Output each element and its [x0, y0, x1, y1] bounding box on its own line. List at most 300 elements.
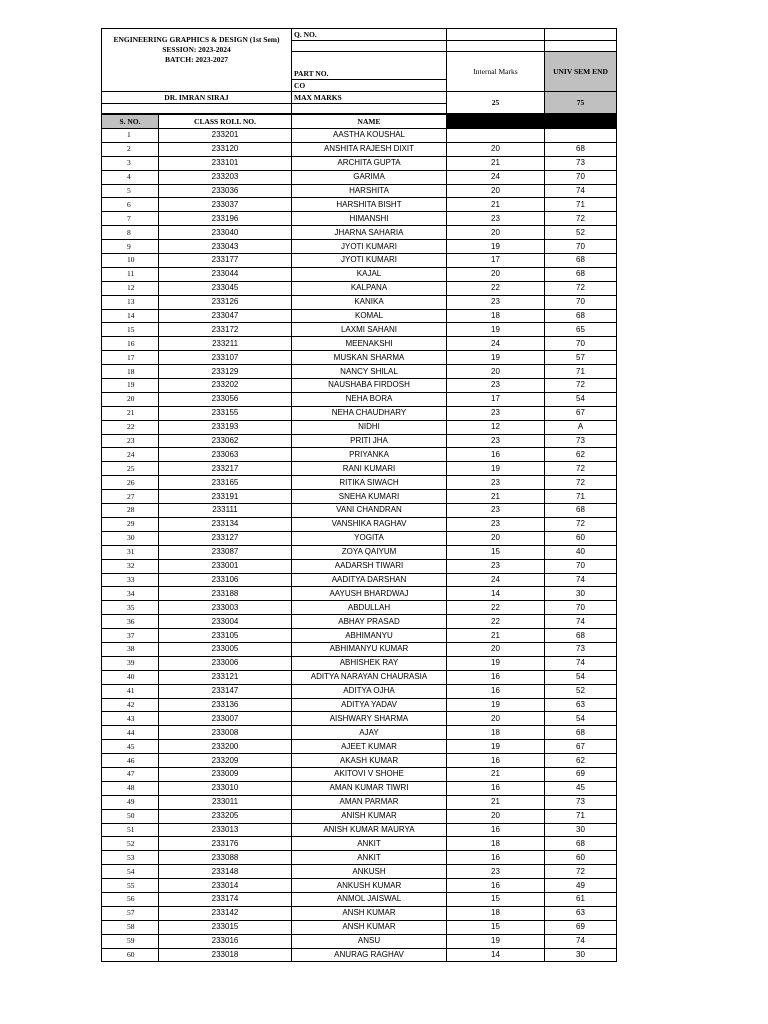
table-row — [102, 212, 617, 226]
serial-number-cell: 1 — [102, 129, 159, 143]
internal-marks-cell: 15 — [447, 545, 545, 559]
table-row — [102, 642, 617, 656]
roll-number-cell: 233088 — [159, 851, 292, 865]
table-row — [102, 851, 617, 865]
serial-number-cell: 38 — [102, 642, 159, 656]
internal-marks-cell: 18 — [447, 726, 545, 740]
roll-number-cell: 233191 — [159, 490, 292, 504]
student-name-cell: ANURAG RAGHAV — [292, 948, 447, 962]
roll-number-cell: 233106 — [159, 573, 292, 587]
student-name-cell: AMAN PARMAR — [292, 795, 447, 809]
internal-marks-cell: 16 — [447, 684, 545, 698]
internal-marks-cell: 21 — [447, 156, 545, 170]
serial-number-cell: 55 — [102, 879, 159, 893]
serial-number-cell: 57 — [102, 906, 159, 920]
internal-marks-cell: 20 — [447, 226, 545, 240]
student-name-cell: KANIKA — [292, 295, 447, 309]
student-name-cell: ABHAY PRASAD — [292, 615, 447, 629]
univ-marks-cell: 72 — [545, 476, 617, 490]
student-name-cell: NEHA BORA — [292, 392, 447, 406]
serial-number-cell: 19 — [102, 379, 159, 393]
marks-table — [101, 114, 617, 962]
serial-number-cell: 26 — [102, 476, 159, 490]
roll-number-cell: 233010 — [159, 781, 292, 795]
sno-header: S. NO. — [102, 115, 159, 129]
student-name-cell: JYOTI KUMARI — [292, 254, 447, 268]
table-row — [102, 517, 617, 531]
univ-marks-cell: 62 — [545, 448, 617, 462]
serial-number-cell: 53 — [102, 851, 159, 865]
teacher-spacer-cell — [102, 104, 292, 114]
roll-number-cell: 233063 — [159, 448, 292, 462]
internal-marks-cell: 19 — [447, 934, 545, 948]
student-name-cell: NIDHI — [292, 420, 447, 434]
student-name-cell: ANKIT — [292, 851, 447, 865]
table-row — [102, 337, 617, 351]
student-name-cell: NANCY SHILAL — [292, 365, 447, 379]
student-name-cell: AASTHA KOUSHAL — [292, 129, 447, 143]
serial-number-cell: 15 — [102, 323, 159, 337]
table-row — [102, 892, 617, 906]
table-row — [102, 837, 617, 851]
internal-marks-cell — [447, 129, 545, 143]
roll-number-cell: 233155 — [159, 406, 292, 420]
roll-number-cell: 233009 — [159, 767, 292, 781]
internal-marks-cell: 22 — [447, 601, 545, 615]
serial-number-cell: 5 — [102, 184, 159, 198]
internal-marks-header: Internal Marks — [447, 52, 545, 92]
table-row — [102, 254, 617, 268]
roll-number-cell: 233107 — [159, 351, 292, 365]
roll-number-cell: 233062 — [159, 434, 292, 448]
q-no-internal-cell — [447, 29, 545, 41]
serial-number-cell: 13 — [102, 295, 159, 309]
table-row — [102, 670, 617, 684]
co-label: CO — [292, 80, 447, 92]
internal-marks-cell: 16 — [447, 754, 545, 768]
table-row — [102, 601, 617, 615]
univ-marks-cell: 73 — [545, 156, 617, 170]
internal-marks-cell: 16 — [447, 851, 545, 865]
roll-number-cell: 233056 — [159, 392, 292, 406]
q-no-univ-cell — [545, 29, 617, 41]
univ-marks-cell: 72 — [545, 865, 617, 879]
serial-number-cell: 8 — [102, 226, 159, 240]
internal-marks-cell: 14 — [447, 587, 545, 601]
header-table — [101, 28, 617, 114]
table-row — [102, 754, 617, 768]
roll-number-cell: 233011 — [159, 795, 292, 809]
internal-marks-cell: 20 — [447, 809, 545, 823]
student-name-cell: AMAN KUMAR TIWRI — [292, 781, 447, 795]
internal-marks-cell: 15 — [447, 892, 545, 906]
serial-number-cell: 29 — [102, 517, 159, 531]
internal-marks-cell: 22 — [447, 281, 545, 295]
serial-number-cell: 52 — [102, 837, 159, 851]
univ-marks-cell: 68 — [545, 309, 617, 323]
serial-number-cell: 51 — [102, 823, 159, 837]
roll-number-cell: 233040 — [159, 226, 292, 240]
serial-number-cell: 23 — [102, 434, 159, 448]
internal-marks-cell: 18 — [447, 309, 545, 323]
roll-number-cell: 233209 — [159, 754, 292, 768]
table-row — [102, 906, 617, 920]
internal-marks-cell: 19 — [447, 351, 545, 365]
univ-marks-cell: 70 — [545, 240, 617, 254]
student-name-cell: MUSKAN SHARMA — [292, 351, 447, 365]
table-row — [102, 295, 617, 309]
roll-number-cell: 233203 — [159, 170, 292, 184]
univ-marks-cell: 70 — [545, 601, 617, 615]
serial-number-cell: 22 — [102, 420, 159, 434]
table-row — [102, 879, 617, 893]
roll-number-cell: 233018 — [159, 948, 292, 962]
student-name-cell: PRITI JHA — [292, 434, 447, 448]
student-name-cell: KALPANA — [292, 281, 447, 295]
univ-marks-cell: 63 — [545, 698, 617, 712]
internal-marks-cell: 15 — [447, 920, 545, 934]
roll-number-cell: 233043 — [159, 240, 292, 254]
roll-number-cell: 233007 — [159, 712, 292, 726]
univ-marks-cell: 74 — [545, 656, 617, 670]
internal-marks-cell: 17 — [447, 392, 545, 406]
univ-marks-cell: 68 — [545, 837, 617, 851]
internal-marks-cell: 20 — [447, 642, 545, 656]
roll-number-cell: 233006 — [159, 656, 292, 670]
univ-marks-cell: 68 — [545, 254, 617, 268]
internal-marks-cell: 20 — [447, 365, 545, 379]
table-row — [102, 476, 617, 490]
student-name-cell: AISHWARY SHARMA — [292, 712, 447, 726]
univ-max-marks: 75 — [545, 92, 617, 114]
univ-marks-cell: 62 — [545, 754, 617, 768]
internal-marks-cell: 19 — [447, 240, 545, 254]
roll-number-cell: 233105 — [159, 629, 292, 643]
serial-number-cell: 20 — [102, 392, 159, 406]
serial-number-cell: 21 — [102, 406, 159, 420]
serial-number-cell: 10 — [102, 254, 159, 268]
serial-number-cell: 24 — [102, 448, 159, 462]
student-name-cell: AKITOVI V SHOHE — [292, 767, 447, 781]
internal-marks-cell: 16 — [447, 781, 545, 795]
student-name-cell: NEHA CHAUDHARY — [292, 406, 447, 420]
serial-number-cell: 6 — [102, 198, 159, 212]
batch-label: BATCH: 2023-2027 — [165, 55, 228, 64]
table-row — [102, 573, 617, 587]
univ-marks-cell: 63 — [545, 906, 617, 920]
univ-marks-cell: 72 — [545, 212, 617, 226]
table-row — [102, 795, 617, 809]
column-header-row — [102, 115, 617, 129]
part-no-label: PART NO. — [292, 52, 447, 80]
student-name-cell: AADITYA DARSHAN — [292, 573, 447, 587]
table-row — [102, 142, 617, 156]
student-name-cell: ANMOL JAISWAL — [292, 892, 447, 906]
max-marks-label: MAX MARKS — [292, 92, 447, 104]
univ-marks-cell: 54 — [545, 712, 617, 726]
internal-marks-cell: 23 — [447, 295, 545, 309]
student-name-cell: KAJAL — [292, 267, 447, 281]
table-row — [102, 406, 617, 420]
roll-number-cell: 233177 — [159, 254, 292, 268]
table-row — [102, 809, 617, 823]
serial-number-cell: 42 — [102, 698, 159, 712]
internal-marks-cell: 19 — [447, 740, 545, 754]
internal-marks-cell: 21 — [447, 767, 545, 781]
student-name-cell: ARCHITA GUPTA — [292, 156, 447, 170]
internal-marks-cell: 22 — [447, 615, 545, 629]
roll-number-cell: 233193 — [159, 420, 292, 434]
univ-marks-cell: 70 — [545, 295, 617, 309]
internal-marks-cell: 16 — [447, 448, 545, 462]
univ-marks-cell: 71 — [545, 365, 617, 379]
univ-marks-cell: 68 — [545, 504, 617, 518]
internal-marks-cell: 24 — [447, 170, 545, 184]
internal-black-header — [447, 115, 545, 129]
roll-number-cell: 233211 — [159, 337, 292, 351]
student-name-cell: VANI CHANDRAN — [292, 504, 447, 518]
student-name-cell: AADARSH TIWARI — [292, 559, 447, 573]
internal-marks-cell: 14 — [447, 948, 545, 962]
serial-number-cell: 46 — [102, 754, 159, 768]
student-name-cell: JHARNA SAHARIA — [292, 226, 447, 240]
univ-marks-cell — [545, 129, 617, 143]
student-name-cell: SNEHA KUMARI — [292, 490, 447, 504]
internal-marks-cell: 16 — [447, 670, 545, 684]
table-row — [102, 170, 617, 184]
serial-number-cell: 16 — [102, 337, 159, 351]
serial-number-cell: 44 — [102, 726, 159, 740]
table-row — [102, 559, 617, 573]
internal-marks-cell: 20 — [447, 267, 545, 281]
serial-number-cell: 3 — [102, 156, 159, 170]
serial-number-cell: 48 — [102, 781, 159, 795]
student-name-cell: ADITYA YADAV — [292, 698, 447, 712]
univ-marks-cell: 68 — [545, 629, 617, 643]
internal-marks-cell: 16 — [447, 823, 545, 837]
serial-number-cell: 40 — [102, 670, 159, 684]
student-name-cell: ANSU — [292, 934, 447, 948]
univ-marks-cell: 73 — [545, 642, 617, 656]
serial-number-cell: 17 — [102, 351, 159, 365]
student-name-cell: ANKUSH KUMAR — [292, 879, 447, 893]
internal-marks-cell: 23 — [447, 406, 545, 420]
student-name-cell: LAXMI SAHANI — [292, 323, 447, 337]
table-row — [102, 351, 617, 365]
table-row — [102, 767, 617, 781]
table-row — [102, 281, 617, 295]
univ-marks-cell: 71 — [545, 198, 617, 212]
table-row — [102, 948, 617, 962]
serial-number-cell: 37 — [102, 629, 159, 643]
table-row — [102, 823, 617, 837]
roll-number-cell: 233129 — [159, 365, 292, 379]
table-row — [102, 781, 617, 795]
student-name-cell: PRIYANKA — [292, 448, 447, 462]
student-name-cell: ABHIMANYU KUMAR — [292, 642, 447, 656]
internal-marks-cell: 20 — [447, 184, 545, 198]
internal-marks-cell: 24 — [447, 573, 545, 587]
roll-number-cell: 233201 — [159, 129, 292, 143]
internal-marks-cell: 12 — [447, 420, 545, 434]
univ-black-header — [545, 115, 617, 129]
student-name-cell: JYOTI KUMARI — [292, 240, 447, 254]
univ-marks-cell: 68 — [545, 142, 617, 156]
course-title-block — [102, 29, 292, 92]
table-row — [102, 615, 617, 629]
roll-number-cell: 233165 — [159, 476, 292, 490]
student-name-cell: ANSH KUMAR — [292, 906, 447, 920]
serial-number-cell: 4 — [102, 170, 159, 184]
student-name-cell: ANISH KUMAR — [292, 809, 447, 823]
roll-header: CLASS ROLL NO. — [159, 115, 292, 129]
serial-number-cell: 43 — [102, 712, 159, 726]
table-row — [102, 184, 617, 198]
table-row — [102, 323, 617, 337]
table-row — [102, 545, 617, 559]
student-name-cell: ABDULLAH — [292, 601, 447, 615]
roll-number-cell: 233120 — [159, 142, 292, 156]
roll-number-cell: 233142 — [159, 906, 292, 920]
serial-number-cell: 30 — [102, 531, 159, 545]
roll-number-cell: 233172 — [159, 323, 292, 337]
univ-sem-end-header: UNIV SEM END — [545, 52, 617, 92]
serial-number-cell: 41 — [102, 684, 159, 698]
univ-marks-cell: 69 — [545, 767, 617, 781]
table-row — [102, 587, 617, 601]
univ-marks-cell: 70 — [545, 559, 617, 573]
internal-marks-cell: 24 — [447, 337, 545, 351]
internal-marks-cell: 23 — [447, 517, 545, 531]
table-row — [102, 434, 617, 448]
internal-marks-cell: 20 — [447, 531, 545, 545]
table-row — [102, 448, 617, 462]
roll-number-cell: 233087 — [159, 545, 292, 559]
table-row — [102, 156, 617, 170]
univ-marks-cell: 67 — [545, 740, 617, 754]
serial-number-cell: 12 — [102, 281, 159, 295]
internal-marks-cell: 16 — [447, 879, 545, 893]
univ-marks-cell: 73 — [545, 795, 617, 809]
serial-number-cell: 25 — [102, 462, 159, 476]
student-name-cell: AKASH KUMAR — [292, 754, 447, 768]
roll-number-cell: 233005 — [159, 642, 292, 656]
univ-marks-cell: 54 — [545, 392, 617, 406]
roll-number-cell: 233016 — [159, 934, 292, 948]
student-name-cell: RANI KUMARI — [292, 462, 447, 476]
internal-spacer-cell — [447, 41, 545, 52]
student-name-cell: GARIMA — [292, 170, 447, 184]
table-row — [102, 531, 617, 545]
univ-marks-cell: 61 — [545, 892, 617, 906]
internal-marks-cell: 19 — [447, 698, 545, 712]
roll-number-cell: 233126 — [159, 295, 292, 309]
serial-number-cell: 35 — [102, 601, 159, 615]
table-row — [102, 198, 617, 212]
univ-marks-cell: 52 — [545, 684, 617, 698]
serial-number-cell: 58 — [102, 920, 159, 934]
max-marks-spacer-cell — [292, 104, 447, 114]
part-spacer-cell — [292, 41, 447, 52]
internal-marks-cell: 23 — [447, 379, 545, 393]
student-name-cell: ANSH KUMAR — [292, 920, 447, 934]
serial-number-cell: 32 — [102, 559, 159, 573]
roll-number-cell: 233200 — [159, 740, 292, 754]
serial-number-cell: 36 — [102, 615, 159, 629]
internal-marks-cell: 19 — [447, 323, 545, 337]
univ-marks-cell: 60 — [545, 531, 617, 545]
student-name-cell: AAYUSH BHARDWAJ — [292, 587, 447, 601]
roll-number-cell: 233013 — [159, 823, 292, 837]
roll-number-cell: 233148 — [159, 865, 292, 879]
table-row — [102, 420, 617, 434]
student-name-cell: ABHISHEK RAY — [292, 656, 447, 670]
serial-number-cell: 11 — [102, 267, 159, 281]
student-name-cell: AJAY — [292, 726, 447, 740]
student-name-cell: ABHIMANYU — [292, 629, 447, 643]
univ-marks-cell: 60 — [545, 851, 617, 865]
univ-marks-cell: 74 — [545, 573, 617, 587]
serial-number-cell: 33 — [102, 573, 159, 587]
table-row — [102, 392, 617, 406]
table-row — [102, 740, 617, 754]
serial-number-cell: 28 — [102, 504, 159, 518]
univ-marks-cell: 68 — [545, 726, 617, 740]
table-row — [102, 865, 617, 879]
roll-number-cell: 233101 — [159, 156, 292, 170]
roll-number-cell: 233121 — [159, 670, 292, 684]
roll-number-cell: 233045 — [159, 281, 292, 295]
table-row — [102, 309, 617, 323]
teacher-name: DR. IMRAN SIRAJ — [102, 92, 292, 104]
internal-marks-cell: 23 — [447, 865, 545, 879]
table-row — [102, 462, 617, 476]
roll-number-cell: 233205 — [159, 809, 292, 823]
internal-marks-cell: 17 — [447, 254, 545, 268]
univ-marks-cell: 71 — [545, 490, 617, 504]
univ-marks-cell: 49 — [545, 879, 617, 893]
univ-marks-cell: 69 — [545, 920, 617, 934]
marks-sheet — [101, 28, 616, 962]
table-row — [102, 934, 617, 948]
univ-marks-cell: 57 — [545, 351, 617, 365]
internal-marks-cell: 21 — [447, 629, 545, 643]
internal-marks-cell: 20 — [447, 712, 545, 726]
univ-spacer-cell — [545, 41, 617, 52]
name-header: NAME — [292, 115, 447, 129]
univ-marks-cell: 72 — [545, 517, 617, 531]
table-row — [102, 684, 617, 698]
serial-number-cell: 31 — [102, 545, 159, 559]
table-row — [102, 504, 617, 518]
q-no-label: Q. NO. — [292, 29, 447, 41]
serial-number-cell: 56 — [102, 892, 159, 906]
roll-number-cell: 233134 — [159, 517, 292, 531]
roll-number-cell: 233188 — [159, 587, 292, 601]
table-row — [102, 712, 617, 726]
serial-number-cell: 34 — [102, 587, 159, 601]
serial-number-cell: 14 — [102, 309, 159, 323]
internal-marks-cell: 19 — [447, 656, 545, 670]
univ-marks-cell: 73 — [545, 434, 617, 448]
student-name-cell: ANKUSH — [292, 865, 447, 879]
table-row — [102, 365, 617, 379]
serial-number-cell: 47 — [102, 767, 159, 781]
univ-marks-cell: 72 — [545, 379, 617, 393]
table-row — [102, 379, 617, 393]
session-label: SESSION: 2023-2024 — [162, 45, 231, 54]
serial-number-cell: 27 — [102, 490, 159, 504]
